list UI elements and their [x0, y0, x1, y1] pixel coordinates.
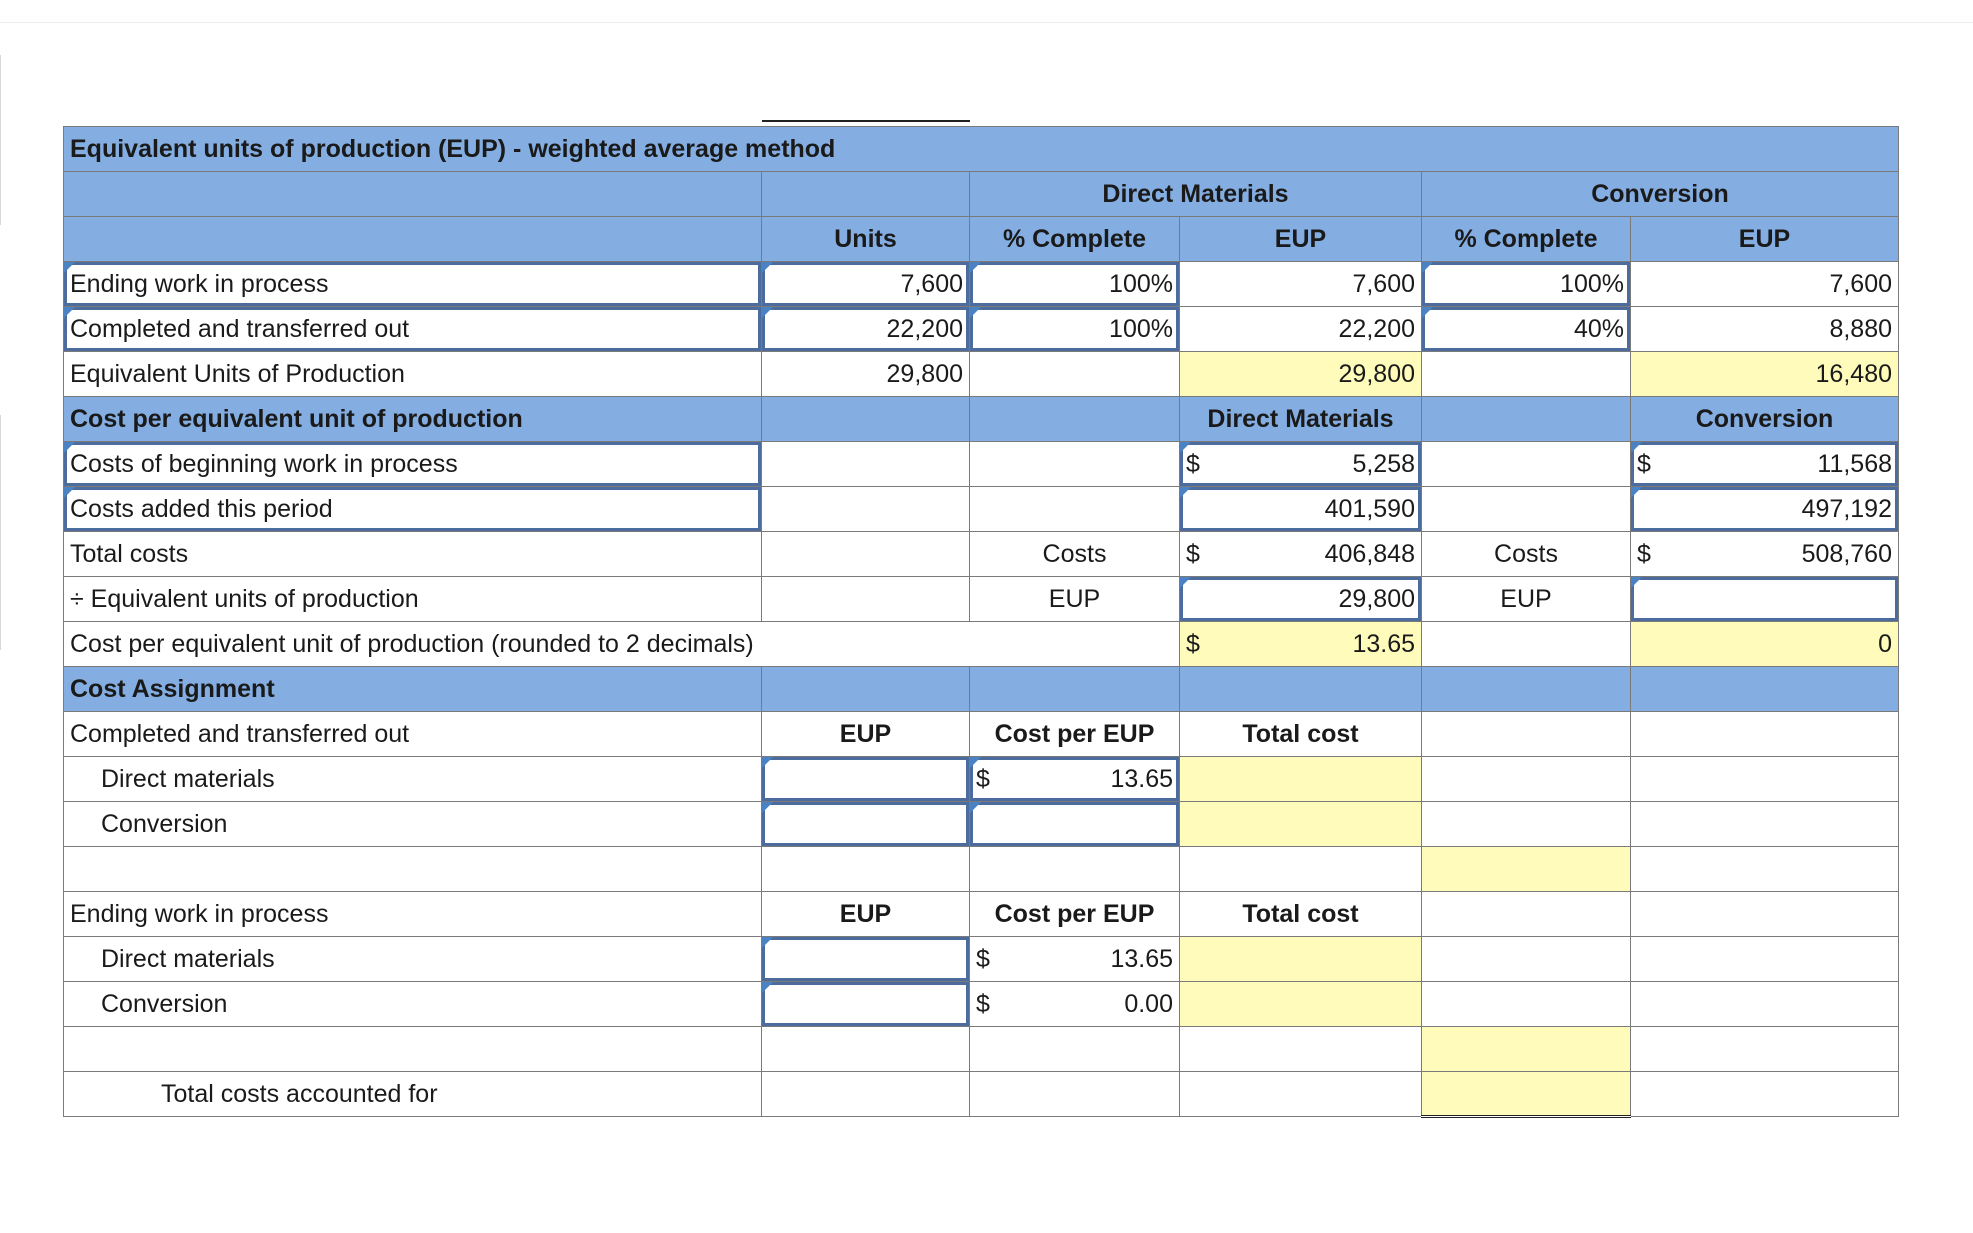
assign-completed-cv-rate-input[interactable]: [970, 802, 1180, 847]
table-row: [64, 262, 1899, 307]
assign-ending-dm-total: [1180, 937, 1422, 982]
table-row: [64, 1027, 1899, 1072]
assign-ending-dm-eup-input[interactable]: [762, 937, 970, 982]
dm-eup-header: EUP: [1180, 217, 1422, 262]
assign-completed-cv-total: [1180, 802, 1422, 847]
cv-pct-complete-header: % Complete: [1422, 217, 1631, 262]
cost-cv-heading: Conversion: [1631, 397, 1899, 442]
table-row: [64, 622, 1899, 667]
beginning-cv-input[interactable]: $ 11,568: [1631, 442, 1899, 487]
total-cv: $ 508,760: [1631, 532, 1899, 577]
costs-added-label-input[interactable]: Costs added this period: [64, 487, 762, 532]
cost-per-eup-heading: Cost per equivalent unit of production: [64, 397, 762, 442]
assign-ending-cv-rate: $ 0.00: [970, 982, 1180, 1027]
eup-worksheet: [63, 126, 1899, 1118]
title-row: [64, 127, 1899, 172]
ending-wip-label-input[interactable]: Ending work in process: [64, 262, 762, 307]
dm-pct-complete-header: % Complete: [970, 217, 1180, 262]
assign-completed-dm-label: Direct materials: [64, 757, 762, 802]
units-header: Units: [762, 217, 970, 262]
assign-completed-subtotal: [1422, 847, 1631, 892]
table-row: [64, 847, 1899, 892]
assign-completed-dm-rate-input[interactable]: $ 13.65: [970, 757, 1180, 802]
currency-symbol: $: [1186, 539, 1200, 568]
assign-cost-per-eup-header: Cost per EUP: [970, 892, 1180, 937]
assign-ending-label: Ending work in process: [64, 892, 762, 937]
completed-cv-eup: 8,880: [1631, 307, 1899, 352]
table-row: [64, 712, 1899, 757]
currency-symbol: $: [1186, 629, 1200, 658]
assign-completed-cv-eup-input[interactable]: [762, 802, 970, 847]
added-cv-input[interactable]: 497,192: [1631, 487, 1899, 532]
table-row: [64, 757, 1899, 802]
currency-symbol: $: [1637, 449, 1651, 478]
assign-total-cost-header: Total cost: [1180, 892, 1422, 937]
table-row: [64, 982, 1899, 1027]
left-edge-line: [0, 415, 1, 650]
completed-dm-pct-input[interactable]: 100%: [970, 307, 1180, 352]
assign-cost-per-eup-header: Cost per EUP: [970, 712, 1180, 757]
assign-completed-label: Completed and transferred out: [64, 712, 762, 757]
added-dm-input[interactable]: 401,590: [1180, 487, 1422, 532]
currency-symbol: $: [1637, 539, 1651, 568]
currency-symbol: $: [976, 989, 990, 1018]
ending-wip-cv-pct-input[interactable]: 100%: [1422, 262, 1631, 307]
cost-dm-heading: Direct Materials: [1180, 397, 1422, 442]
divide-eup-label: ÷ Equivalent units of production: [64, 577, 762, 622]
completed-dm-eup: 22,200: [1180, 307, 1422, 352]
assign-completed-cv-label: Conversion: [64, 802, 762, 847]
divide-cv-input[interactable]: [1631, 577, 1899, 622]
assign-completed-dm-total: [1180, 757, 1422, 802]
eup-total-dm: 29,800: [1180, 352, 1422, 397]
assign-ending-subtotal: [1422, 1027, 1631, 1072]
eup-total-label: Equivalent Units of Production: [64, 352, 762, 397]
assign-eup-header: EUP: [762, 892, 970, 937]
ending-wip-cv-eup: 7,600: [1631, 262, 1899, 307]
left-edge-line: [0, 55, 1, 225]
eup-total-cv: 16,480: [1631, 352, 1899, 397]
currency-symbol: $: [976, 944, 990, 973]
cv-eup-header: EUP: [1631, 217, 1899, 262]
table-row: [64, 937, 1899, 982]
table-row: [64, 892, 1899, 937]
assign-completed-dm-eup-input[interactable]: [762, 757, 970, 802]
cost-per-eup-result-label: Cost per equivalent unit of production (rounded to 2 decimals): [64, 622, 762, 667]
assign-ending-cv-total: [1180, 982, 1422, 1027]
eup-total-units: 29,800: [762, 352, 970, 397]
completed-label-input[interactable]: Completed and transferred out: [64, 307, 762, 352]
total-costs-accounted-value: [1422, 1072, 1631, 1117]
assign-eup-header: EUP: [762, 712, 970, 757]
cost-assignment-heading: Cost Assignment: [64, 667, 762, 712]
table-row: [64, 532, 1899, 577]
ending-wip-dm-eup: 7,600: [1180, 262, 1422, 307]
assign-ending-dm-label: Direct materials: [64, 937, 762, 982]
assign-ending-cv-eup-input[interactable]: [762, 982, 970, 1027]
eup-word: EUP: [970, 577, 1180, 622]
assign-total-cost-header: Total cost: [1180, 712, 1422, 757]
worksheet-title: Equivalent units of production (EUP) - weighted average method: [64, 127, 1899, 172]
ending-wip-units-input[interactable]: 7,600: [762, 262, 970, 307]
table-row: [64, 352, 1899, 397]
beginning-costs-label-input[interactable]: Costs of beginning work in process: [64, 442, 762, 487]
assign-ending-dm-rate: $ 13.65: [970, 937, 1180, 982]
eup-word: EUP: [1422, 577, 1631, 622]
total-costs-accounted-label: Total costs accounted for: [64, 1072, 762, 1117]
table-row: [64, 487, 1899, 532]
table-row: [64, 442, 1899, 487]
table-row: [64, 577, 1899, 622]
table-row: [64, 802, 1899, 847]
assign-ending-cv-label: Conversion: [64, 982, 762, 1027]
section-header-row: [64, 397, 1899, 442]
section-header-row: [64, 667, 1899, 712]
direct-materials-header: Direct Materials: [970, 172, 1422, 217]
completed-units-input[interactable]: 22,200: [762, 307, 970, 352]
table-row: [64, 1072, 1899, 1117]
column-header-row: [64, 217, 1899, 262]
total-dm: $ 406,848: [1180, 532, 1422, 577]
conversion-header: Conversion: [1422, 172, 1899, 217]
currency-symbol: $: [1186, 449, 1200, 478]
completed-cv-pct-input[interactable]: 40%: [1422, 307, 1631, 352]
costs-word: Costs: [1422, 532, 1631, 577]
total-costs-label: Total costs: [64, 532, 762, 577]
table-row: [64, 307, 1899, 352]
cost-per-eup-dm: $ 13.65: [1180, 622, 1422, 667]
group-header-row: [64, 172, 1899, 217]
beginning-dm-input[interactable]: $ 5,258: [1180, 442, 1422, 487]
divide-dm-input[interactable]: 29,800: [1180, 577, 1422, 622]
ending-wip-dm-pct-input[interactable]: 100%: [970, 262, 1180, 307]
currency-symbol: $: [976, 764, 990, 793]
top-divider: [0, 22, 1973, 23]
costs-word: Costs: [970, 532, 1180, 577]
cost-per-eup-cv: 0: [1631, 622, 1899, 667]
